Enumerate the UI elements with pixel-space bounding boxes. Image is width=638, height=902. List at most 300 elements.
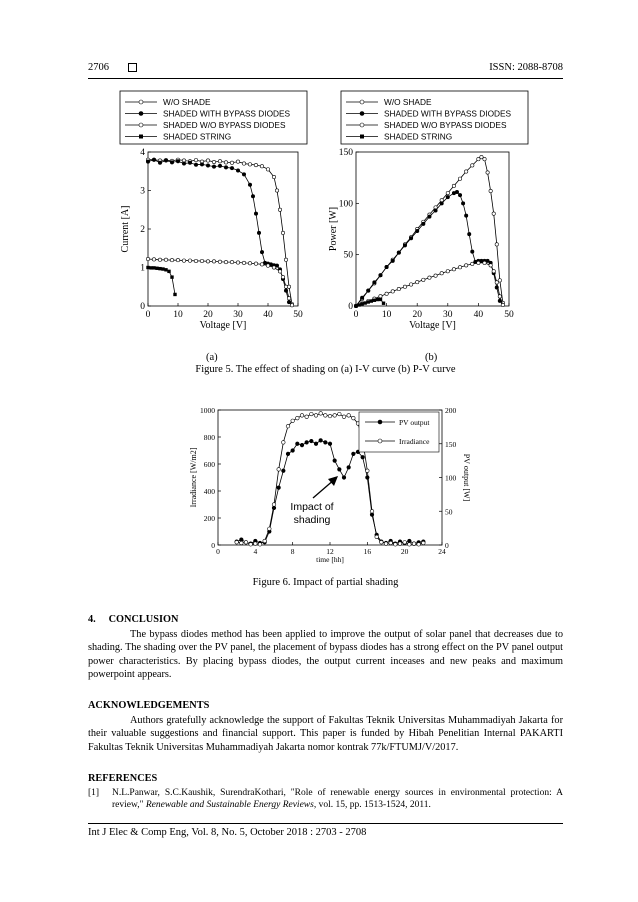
series-line	[356, 157, 503, 306]
data-point	[249, 543, 253, 547]
data-point	[218, 164, 221, 167]
data-point	[194, 259, 197, 262]
data-point	[272, 503, 276, 507]
data-point	[452, 268, 455, 271]
figure6-legend	[359, 412, 439, 452]
legend-label: Irradiance	[399, 437, 430, 446]
data-point	[422, 278, 425, 281]
data-point	[291, 449, 295, 453]
data-point	[428, 276, 431, 279]
data-point	[452, 184, 455, 187]
data-point	[158, 258, 161, 261]
data-point	[139, 112, 143, 116]
data-point	[314, 442, 318, 446]
series-line	[148, 268, 175, 295]
data-point	[200, 163, 203, 166]
data-point	[389, 541, 393, 545]
data-point	[266, 168, 269, 171]
data-point	[319, 412, 323, 416]
y-tick-label: 600	[203, 460, 215, 469]
data-point	[300, 443, 304, 447]
data-point	[248, 183, 251, 186]
data-point	[422, 222, 425, 225]
data-point	[146, 160, 149, 163]
data-point	[242, 162, 245, 165]
reference-journal: Renewable and Sustainable Energy Reviews	[145, 800, 314, 810]
data-point	[291, 419, 295, 423]
data-point	[206, 164, 209, 167]
y-axis-label: Power [W]	[328, 206, 339, 252]
data-point	[281, 231, 284, 234]
data-point	[182, 162, 185, 165]
data-point	[483, 157, 486, 160]
y-tick-label: 0	[140, 302, 145, 312]
legend-label: PV output	[399, 418, 430, 427]
x-tick-label: 20	[412, 310, 422, 320]
x-tick-label: 0	[145, 310, 151, 320]
data-point	[347, 414, 351, 418]
data-point	[446, 191, 449, 194]
data-point	[319, 439, 323, 443]
y-axis-label: Irradiance [W/m2]	[189, 447, 198, 508]
x-tick-label: 24	[438, 547, 446, 556]
data-point	[398, 542, 402, 546]
data-point	[464, 214, 467, 217]
y-tick-label: 150	[338, 148, 353, 158]
data-point	[403, 244, 406, 247]
data-point	[260, 263, 263, 266]
data-point	[296, 442, 300, 446]
conclusion-text: The bypass diodes method has been applied to improve the output of solar panel that decreases due to shading. The shading over the PV panel, the placement of bypass diodes has a strong effect on the PV panel output power characteristics. By placing bypass diodes, the output current inceases and new peaks and maximum powerpoint appears.	[88, 629, 563, 680]
data-point	[379, 298, 382, 301]
footer-rule	[88, 823, 563, 824]
data-point	[240, 541, 244, 545]
data-point	[149, 266, 152, 269]
data-point	[468, 232, 471, 235]
data-point	[224, 260, 227, 263]
x-axis-label: time [hh]	[316, 555, 344, 564]
y-tick-label: 3	[140, 186, 145, 197]
data-point	[152, 158, 155, 161]
data-point	[338, 468, 342, 472]
data-point	[416, 229, 419, 232]
legend-label: SHADED W/O BYPASS DIODES	[163, 120, 286, 130]
data-point	[458, 266, 461, 269]
y-tick-label: 1	[140, 263, 145, 274]
data-point	[409, 283, 412, 286]
data-point	[286, 452, 290, 456]
data-point	[235, 541, 239, 545]
data-point	[176, 160, 179, 163]
references-heading: REFERENCES	[88, 773, 158, 784]
y-tick-label: 200	[203, 514, 215, 523]
series-line	[148, 160, 289, 302]
x-axis-label: Voltage [V]	[409, 320, 456, 331]
data-point	[268, 527, 272, 531]
figure5-caption: Figure 5. The effect of shading on (a) I-V curve (b) P-V curve	[195, 364, 456, 375]
data-point	[212, 160, 215, 163]
figure5-subcaption-b: (b)	[425, 352, 438, 363]
x-tick-label: 30	[233, 310, 243, 320]
data-point	[376, 298, 379, 301]
data-point	[328, 414, 332, 418]
data-point	[461, 202, 464, 205]
data-point	[360, 112, 364, 116]
figure5b-legend	[341, 91, 528, 144]
data-point	[194, 158, 197, 161]
data-point	[378, 439, 382, 443]
data-point	[277, 468, 281, 472]
data-point	[501, 303, 504, 306]
series-shaded-with-bypass-diodes	[146, 158, 290, 304]
y-tick-label: 50	[343, 250, 353, 261]
data-point	[471, 250, 474, 253]
data-point	[164, 159, 167, 162]
header-rule	[88, 78, 563, 79]
data-point	[373, 299, 376, 302]
legend-label: W/O SHADE	[384, 97, 432, 107]
plot-frame	[148, 152, 298, 306]
data-point	[139, 135, 143, 139]
data-point	[403, 285, 406, 288]
x-tick-label: 40	[473, 310, 484, 320]
data-point	[251, 195, 254, 198]
data-point	[286, 424, 290, 428]
legend-label: SHADED STRING	[384, 131, 453, 142]
data-point	[428, 215, 431, 218]
data-point	[212, 260, 215, 263]
data-point	[375, 535, 379, 539]
y-tick-label: 400	[203, 487, 215, 496]
data-point	[282, 441, 286, 445]
data-point	[290, 304, 293, 307]
data-point	[422, 541, 426, 545]
data-point	[360, 123, 364, 127]
footer-text: Int J Elec & Comp Eng, Vol. 8, No. 5, October 2018 : 2703 - 2708	[88, 827, 367, 838]
data-point	[182, 259, 185, 262]
y-axis-label: Current [A]	[120, 205, 131, 253]
annotation-line-2: shading	[293, 514, 331, 526]
data-point	[224, 161, 227, 164]
series-line	[356, 192, 500, 306]
legend-label: SHADED W/O BYPASS DIODES	[384, 120, 507, 130]
data-point	[446, 269, 449, 272]
data-point	[408, 543, 412, 547]
data-point	[218, 160, 221, 163]
y-tick-label: 2	[140, 225, 145, 235]
data-point	[434, 209, 437, 212]
data-point	[248, 262, 251, 265]
series-shaded-string	[146, 266, 176, 296]
x-tick-label: 40	[263, 310, 273, 320]
y-tick-label: 100	[338, 199, 353, 210]
legend-label: W/O SHADE	[163, 97, 211, 107]
data-point	[483, 261, 486, 264]
data-point	[379, 295, 382, 298]
data-point	[278, 208, 281, 211]
y2-tick-label: 0	[445, 541, 449, 550]
data-point	[230, 161, 233, 164]
x-tick-label: 0	[216, 547, 220, 556]
acknowledgements-text: Authors gratefully acknowledge the support of Fakultas Teknik Universitas Muhammadiyah Jakarta for their valuable suggestions and financial support. This paper is funded by Hibah Penelitian Internal PAKARTI Fakultas Teknik Universitas Muhammadiyah Jakarta nomor kontrak 77k/FTUMJ/V/2017.	[88, 715, 563, 753]
data-point	[206, 260, 209, 263]
data-point	[206, 159, 209, 162]
x-tick-label: 4	[253, 547, 258, 556]
data-point	[382, 302, 385, 305]
data-point	[409, 237, 412, 240]
data-point	[164, 258, 167, 261]
data-point	[254, 262, 257, 265]
data-point	[257, 231, 260, 234]
data-point	[380, 541, 384, 545]
data-point	[492, 212, 495, 215]
data-point	[300, 414, 304, 418]
x-tick-label: 16	[363, 547, 372, 556]
data-point	[310, 439, 314, 443]
data-point	[188, 259, 191, 262]
data-point	[242, 173, 245, 176]
acknowledgements-heading: ACKNOWLEDGEMENTS	[88, 700, 210, 711]
data-point	[164, 268, 167, 271]
y-tick-label: 800	[203, 433, 215, 442]
figure6-annotation	[290, 476, 338, 526]
data-point	[385, 265, 388, 268]
data-point	[440, 202, 443, 205]
series-line	[148, 259, 292, 305]
data-point	[324, 414, 328, 418]
data-point	[170, 161, 173, 164]
data-point	[272, 266, 275, 269]
data-point	[347, 466, 351, 470]
data-point	[464, 264, 467, 267]
figure6-caption: Figure 6. Impact of partial shading	[252, 577, 399, 588]
data-point	[173, 293, 176, 296]
data-point	[495, 243, 498, 246]
data-point	[434, 274, 437, 277]
legend-label: SHADED WITH BYPASS DIODES	[384, 108, 512, 119]
x-tick-label: 12	[326, 547, 334, 556]
data-point	[260, 165, 263, 168]
data-point	[282, 469, 286, 473]
data-point	[391, 259, 394, 262]
y2-tick-label: 100	[445, 473, 457, 483]
data-point	[455, 190, 458, 193]
data-point	[403, 541, 407, 545]
reference-number: [1]	[88, 788, 100, 798]
data-point	[244, 541, 248, 545]
data-point	[338, 412, 342, 416]
data-point	[254, 163, 257, 166]
x-tick-label: 20	[400, 547, 409, 556]
data-point	[240, 538, 244, 542]
data-point	[495, 281, 498, 284]
data-point	[471, 262, 474, 265]
data-point	[266, 264, 269, 267]
data-point	[489, 264, 492, 267]
figure5b-pv-chart	[326, 86, 531, 348]
data-point	[278, 270, 281, 273]
data-point	[363, 301, 366, 304]
data-point	[367, 289, 370, 292]
data-point	[236, 169, 239, 172]
data-point	[200, 259, 203, 262]
data-point	[161, 267, 164, 270]
data-point	[281, 275, 284, 278]
data-point	[360, 302, 363, 305]
data-point	[146, 257, 149, 260]
data-point	[170, 275, 173, 278]
data-point	[417, 543, 421, 547]
plot-frame	[356, 152, 509, 306]
data-point	[486, 171, 489, 174]
data-point	[158, 267, 161, 270]
data-point	[176, 258, 179, 261]
data-point	[310, 412, 314, 416]
data-point	[158, 161, 161, 164]
data-point	[314, 414, 318, 418]
annotation-line-1: Impact of	[290, 501, 334, 513]
data-point	[367, 300, 370, 303]
x-tick-label: 20	[203, 310, 213, 320]
data-point	[397, 287, 400, 290]
data-point	[152, 258, 155, 261]
data-point	[477, 261, 480, 264]
data-point	[194, 163, 197, 166]
series-shaded-with-bypass-diodes	[354, 190, 501, 307]
data-point	[324, 441, 328, 445]
data-point	[458, 177, 461, 180]
legend-label: SHADED WITH BYPASS DIODES	[163, 108, 291, 119]
reference-text: N.L.Panwar, S.C.Kaushik, SurendraKothari, "Role of renewable energy sources in environmental protection: A review,"	[112, 788, 563, 810]
data-point	[218, 260, 221, 263]
data-point	[212, 165, 215, 168]
y-tick-label: 0	[211, 541, 215, 550]
data-point	[170, 258, 173, 261]
y2-tick-label: 50	[445, 507, 453, 517]
data-point	[230, 166, 233, 169]
y2-tick-label: 200	[445, 406, 457, 415]
issn: ISSN: 2088-8708	[489, 62, 563, 73]
data-point	[498, 295, 501, 298]
data-point	[477, 157, 480, 160]
data-point	[397, 251, 400, 254]
y-tick-label: 1000	[200, 406, 215, 415]
data-point	[408, 539, 412, 543]
data-point	[254, 542, 258, 546]
data-point	[385, 292, 388, 295]
series-pv-output	[235, 439, 425, 546]
data-point	[224, 166, 227, 169]
data-point	[296, 416, 300, 420]
data-point	[446, 195, 449, 198]
data-point	[360, 296, 363, 299]
data-point	[357, 303, 360, 306]
figure5a-legend	[120, 91, 307, 144]
x-tick-label: 0	[353, 310, 359, 320]
data-point	[458, 193, 461, 196]
data-point	[287, 297, 290, 300]
data-point	[263, 539, 267, 543]
x-tick-label: 50	[293, 310, 303, 320]
series-line	[148, 160, 292, 304]
data-point	[342, 476, 346, 480]
data-point	[277, 486, 281, 490]
data-point	[260, 250, 263, 253]
data-point	[284, 285, 287, 288]
y-tick-label: 0	[348, 302, 353, 312]
page-number: 2706	[88, 62, 109, 73]
data-point	[333, 414, 337, 418]
data-point	[486, 259, 489, 262]
data-point	[236, 160, 239, 163]
data-point	[412, 542, 416, 546]
data-point	[152, 266, 155, 269]
series-w-o-shade	[354, 155, 504, 307]
x-axis-label: Voltage [V]	[199, 320, 247, 331]
data-point	[378, 420, 382, 424]
x-tick-label: 8	[290, 547, 295, 556]
y2-tick-label: 150	[445, 439, 457, 449]
series-w-o-shade	[146, 158, 293, 306]
data-point	[384, 542, 388, 546]
figure5-subcaption-a: (a)	[206, 352, 218, 363]
data-point	[373, 281, 376, 284]
data-point	[272, 175, 275, 178]
conclusion-heading: 4. CONCLUSION	[88, 614, 179, 625]
data-point	[146, 266, 149, 269]
data-point	[440, 272, 443, 275]
figure5a-iv-chart	[112, 86, 317, 348]
y2-axis-label: PV output [W]	[462, 453, 471, 502]
x-tick-label: 30	[443, 310, 453, 320]
data-point	[360, 100, 364, 104]
data-point	[492, 270, 495, 273]
data-point	[167, 270, 170, 273]
data-point	[328, 442, 332, 446]
data-point	[489, 189, 492, 192]
data-point	[230, 260, 233, 263]
data-point	[305, 415, 309, 419]
series-line	[237, 440, 424, 543]
data-point	[366, 469, 370, 473]
data-point	[188, 161, 191, 164]
x-tick-label: 10	[381, 310, 392, 320]
figure6-shading-chart	[185, 398, 470, 568]
data-point	[391, 290, 394, 293]
data-point	[416, 280, 419, 283]
data-point	[464, 170, 467, 173]
data-point	[242, 261, 245, 264]
data-point	[155, 267, 158, 270]
data-point	[498, 279, 501, 282]
data-point	[284, 258, 287, 261]
reference-details: , vol. 15, pp. 1513-1524, 2011.	[313, 800, 431, 810]
data-point	[305, 441, 309, 445]
data-point	[379, 274, 382, 277]
data-point	[361, 455, 365, 459]
data-point	[370, 509, 374, 513]
data-point	[139, 100, 143, 104]
data-point	[342, 415, 346, 419]
data-point	[139, 123, 143, 127]
data-point	[360, 135, 364, 139]
data-point	[236, 261, 239, 264]
data-point	[254, 212, 257, 215]
data-point	[354, 304, 357, 307]
legend-label: SHADED STRING	[163, 131, 232, 142]
data-point	[333, 459, 337, 463]
data-point	[352, 452, 356, 456]
